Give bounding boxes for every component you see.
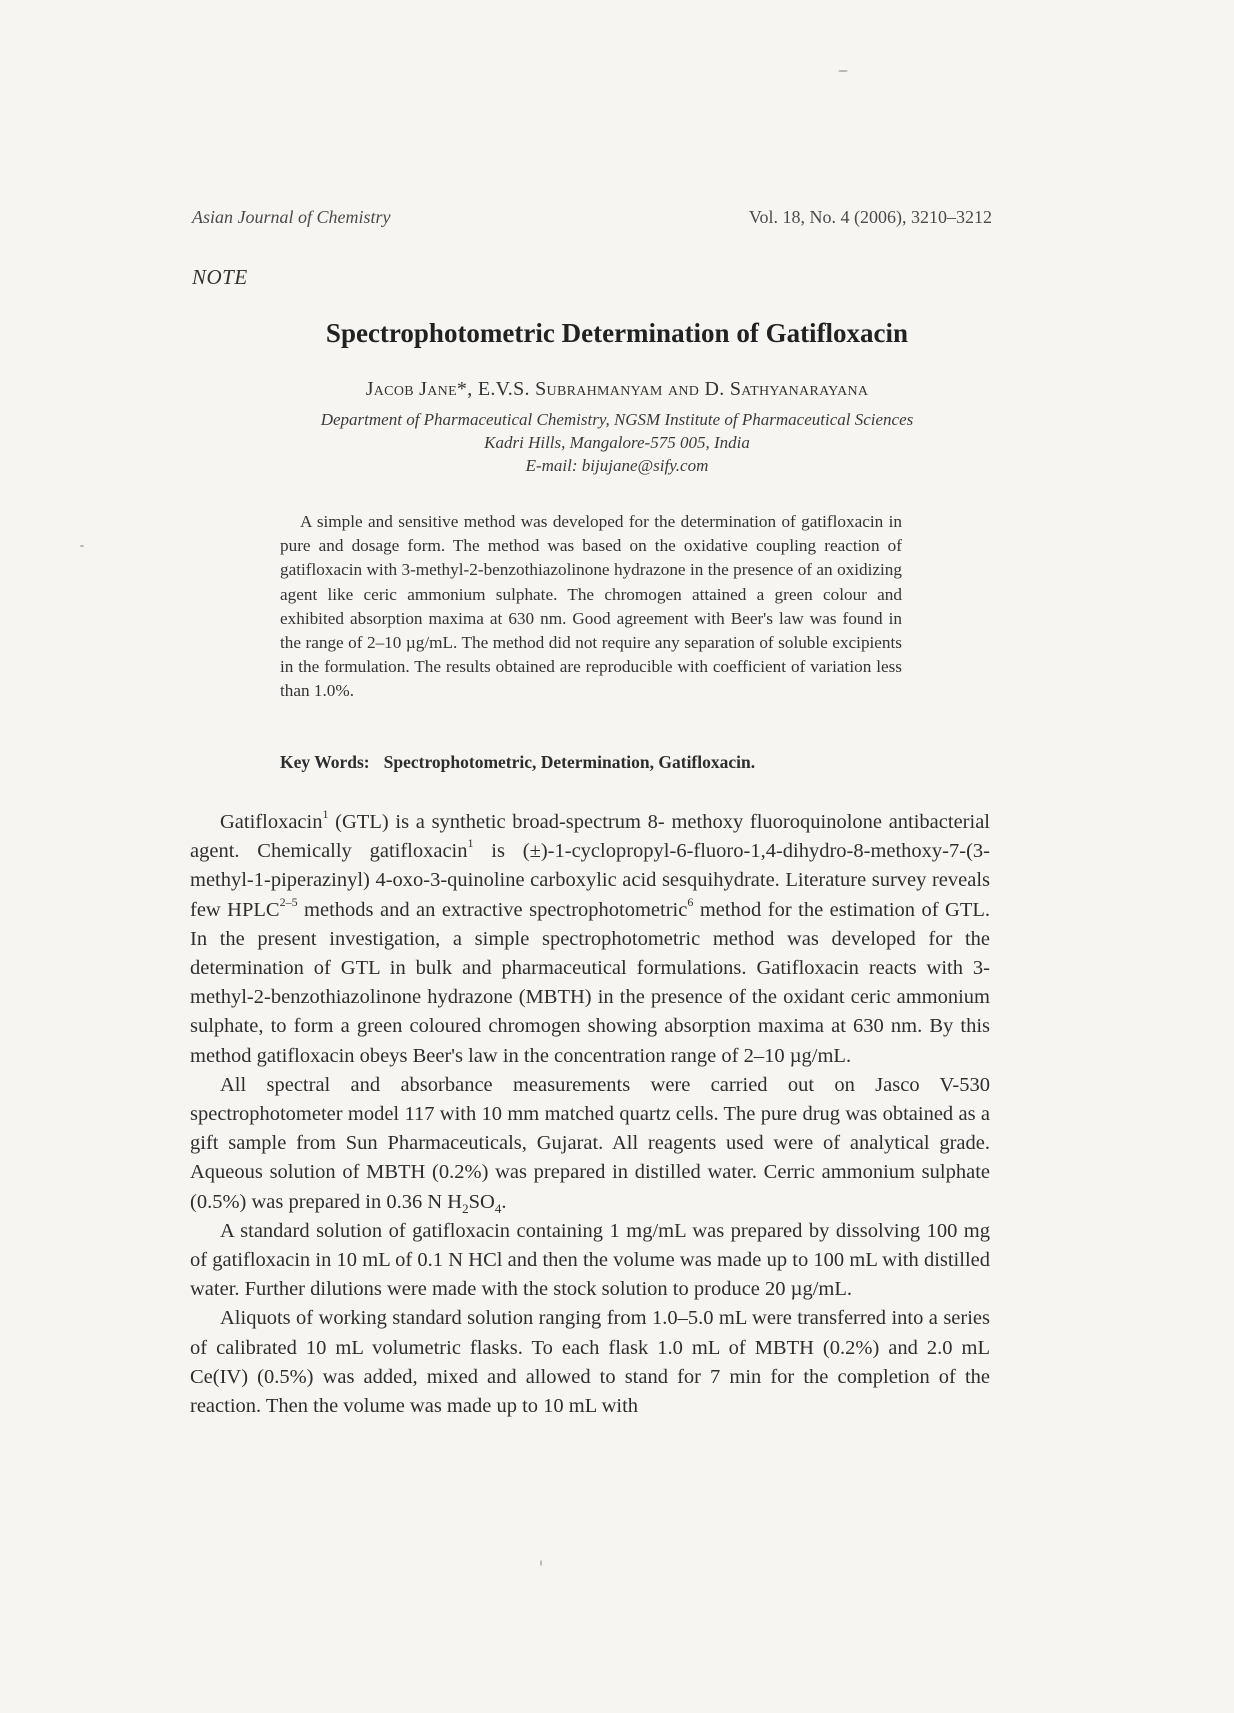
scan-speck [540,1560,542,1566]
scan-speck [80,545,84,547]
formula-subscript: 4 [494,1200,502,1216]
citation-superscript: 6 [687,894,694,909]
affiliation [0,408,1234,477]
affiliation-email: E-mail: bijujane@sify.com [525,456,709,475]
paper-title: Spectrophotometric Determination of Gatifloxacin [325,318,909,348]
keywords [280,752,940,773]
author-list: Jacob Jane*, E.V.S. Subrahmanyam and D. Sathyanarayana [365,378,869,400]
text-run: All spectral and absorbance measurements were carried out on Jasco V-530 spectrophotometer model 117 with 10 mm matched quartz cells. The pure drug was obtained as a gift sample from Sun Pharmaceuticals, Gujarat. All reagents used were of analytical grade. Aqueous solution of MBTH (0.2%) was prepared in distilled water. Cerric ammonium sulphate (0.5%) was prepared in 0.36 N H [190,1073,990,1213]
affiliation-department: Department of Pharmaceutical Chemistry, NGSM Institute of Pharmaceutical Sciences [320,410,914,429]
text-run: methods and an extractive spectrophotometric [297,898,688,921]
text-run: (GTL) is a synthetic broad-spectrum 8- methoxy fluoroquinolone antibacterial agent. Chemically gatifloxacin [190,811,990,863]
citation-superscript: 2–5 [279,894,298,909]
body-paragraph-4: Aliquots of working standard solution ranging from 1.0–5.0 mL were transferred into a series of calibrated 10 mL volumetric flasks. To each flask 1.0 mL of MBTH (0.2%) and 2.0 mL Ce(IV) (0.5%) was added, mixed and allowed to stand for 7 min for the completion of the reaction. Then the volume was made up to 10 mL with [190,1307,990,1418]
keywords-label: Key Words: [280,752,370,772]
text-run: . [501,1190,507,1213]
body-paragraph-1 [190,808,990,1071]
body-text [190,808,990,1421]
journal-name: Asian Journal of Chemistry [192,207,391,227]
text-run: SO [468,1190,495,1213]
keywords-value: Spectrophotometric, Determination, Gatifloxacin. [383,752,756,772]
affiliation-address: Kadri Hills, Mangalore-575 005, India [484,433,750,452]
body-paragraph-2 [190,1071,990,1217]
text-run: Gatifloxacin [220,811,323,833]
body-paragraph-3: A standard solution of gatifloxacin containing 1 mg/mL was prepared by dissolving 100 mg of gatifloxacin in 10 mL of 0.1 N HCl and then the volume was made up to 100 mL with distilled water. Further dilutions were made with the stock solution to produce 20 µg/mL. [190,1219,990,1301]
abstract: A simple and sensitive method was developed for the determination of gatifloxacin in pure and dosage form. The method was based on the oxidative coupling reaction of gatifloxacin with 3-methyl-2-benzothiazolinone hydrazone in the presence of an oxidizing agent like ceric ammonium sulphate. The chromogen attained a green colour and exhibited absorption maxima at 630 nm. Good agreement with Beer's law was found in the range of 2–10 µg/mL. The method did not require any separation of soluble excipients in the formulation. The results obtained are reproducible with coefficient of variation less than 1.0%. [280,512,902,701]
formula-subscript: 2 [462,1200,469,1216]
volume-info: Vol. 18, No. 4 (2006), 3210–3212 [748,207,992,227]
text-run: is (±)-1-cyclopropyl-6-fluoro-1,4-dihydro-8-methoxy-7-(3-methyl-1-piperazinyl) 4-oxo-3-quinoline carboxylic acid sesquihydrate. Literature survey reveals few HPLC [190,840,990,921]
citation-superscript: 1 [467,836,474,851]
citation-superscript: 1 [322,807,329,822]
note-label: NOTE [192,265,248,289]
text-run: method for the estimation of GTL. In the present investigation, a simple spectrophotometric method was developed for the determination of GTL in bulk and pharmaceutical formulations. Gatifloxacin reacts with 3-methyl-2-benzothiazolinone hydrazone (MBTH) in the presence of the oxidant ceric ammonium sulphate, to form a green coloured chromogen showing absorption maxima at 630 nm. By this method gatifloxacin obeys Beer's law in the concentration range of 2–10 µg/mL. [190,898,990,1067]
scan-speck [838,70,848,72]
